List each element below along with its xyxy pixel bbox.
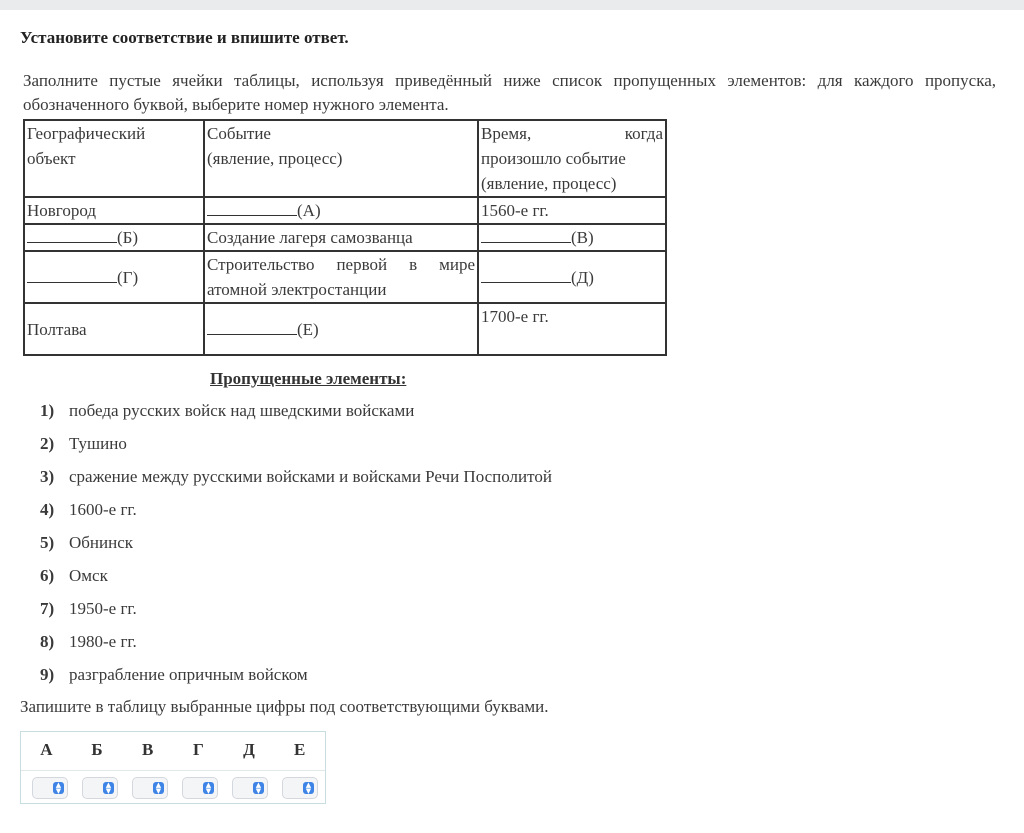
cell-object-blank: (Б) [24, 224, 204, 251]
table-row [24, 224, 666, 251]
answer-table [20, 731, 326, 804]
cell-object-blank: (Г) [24, 251, 204, 303]
answer-letter-b: Б [91, 740, 103, 759]
answer-selects-row [21, 777, 325, 799]
header-event: Событие (явление, процесс) [204, 120, 478, 197]
table-row [24, 251, 666, 303]
cell-event-blank: (А) [204, 197, 478, 224]
blank-line [27, 226, 117, 243]
answer-letter-g: Г [192, 740, 204, 759]
table-row [24, 303, 666, 355]
task-instruction: Заполните пустые ячейки таблицы, используя приведённый ниже список пропущенных элементов: для каждого пропуска, обозначенного буквой, выберите номер нужного элемента. [23, 71, 996, 114]
task-title: Установите соответствие и впишите ответ. [20, 28, 349, 47]
answer-select-a[interactable] [32, 777, 68, 799]
cell-time-blank: (Д) [478, 251, 666, 303]
list-item: 9) разграбление опричным войском [40, 665, 308, 684]
cell-object: Новгород [24, 197, 204, 224]
answer-instruction: Запишите в таблицу выбранные цифры под соответствующими буквами. [20, 697, 549, 716]
cell-object: Полтава [24, 303, 204, 355]
answer-letter-d: Д [243, 740, 255, 759]
header-time: Время, когда произошло событие (явление, процесс) [478, 120, 666, 197]
list-item: 5) Обнинск [40, 533, 134, 552]
answer-letter-e: Е [294, 740, 306, 759]
missing-elements-list [40, 399, 552, 696]
list-item: 3) сражение между русскими войсками и войсками Речи Посполитой [40, 467, 552, 486]
missing-elements-title: Пропущенные элементы: [210, 369, 407, 388]
up-down-chevron-icon: ▲ ▼ [253, 782, 264, 794]
list-item: 8) 1980-е гг. [40, 632, 137, 651]
list-item: 6) Омск [40, 566, 108, 585]
up-down-chevron-icon: ▲ ▼ [103, 782, 114, 794]
header-geo-object: Географический объект [24, 120, 204, 197]
top-strip [0, 0, 1024, 10]
cell-time: 1700-е гг. [478, 303, 666, 355]
cell-time: 1560-е гг. [478, 197, 666, 224]
answer-letter-a: А [40, 740, 53, 759]
answer-select-e[interactable] [282, 777, 318, 799]
up-down-chevron-icon: ▲ ▼ [203, 782, 214, 794]
list-item: 2) Тушино [40, 434, 127, 453]
cell-event-blank: (Е) [204, 303, 478, 355]
list-item: 7) 1950-е гг. [40, 599, 137, 618]
up-down-chevron-icon: ▲ ▼ [53, 782, 64, 794]
answer-select-b[interactable] [82, 777, 118, 799]
blank-line [27, 266, 117, 283]
answer-select-v[interactable] [132, 777, 168, 799]
answer-letters-row [21, 740, 325, 760]
blank-line [207, 199, 297, 216]
blank-line [481, 226, 571, 243]
list-item: 4) 1600-е гг. [40, 500, 137, 519]
table-header-row [24, 120, 666, 197]
matching-table [23, 119, 667, 356]
cell-event: Строительство первой в мире атомной электростанции [204, 251, 478, 303]
cell-time-blank: (В) [478, 224, 666, 251]
cell-event: Создание лагеря самозванца [204, 224, 478, 251]
answer-letter-v: В [142, 740, 154, 759]
blank-line [207, 318, 297, 335]
answer-select-g[interactable] [182, 777, 218, 799]
up-down-chevron-icon: ▲ ▼ [303, 782, 314, 794]
table-row [24, 197, 666, 224]
blank-line [481, 266, 571, 283]
answer-select-d[interactable] [232, 777, 268, 799]
up-down-chevron-icon: ▲ ▼ [153, 782, 164, 794]
answer-divider [21, 770, 325, 771]
list-item: 1) победа русских войск над шведскими войсками [40, 401, 415, 420]
